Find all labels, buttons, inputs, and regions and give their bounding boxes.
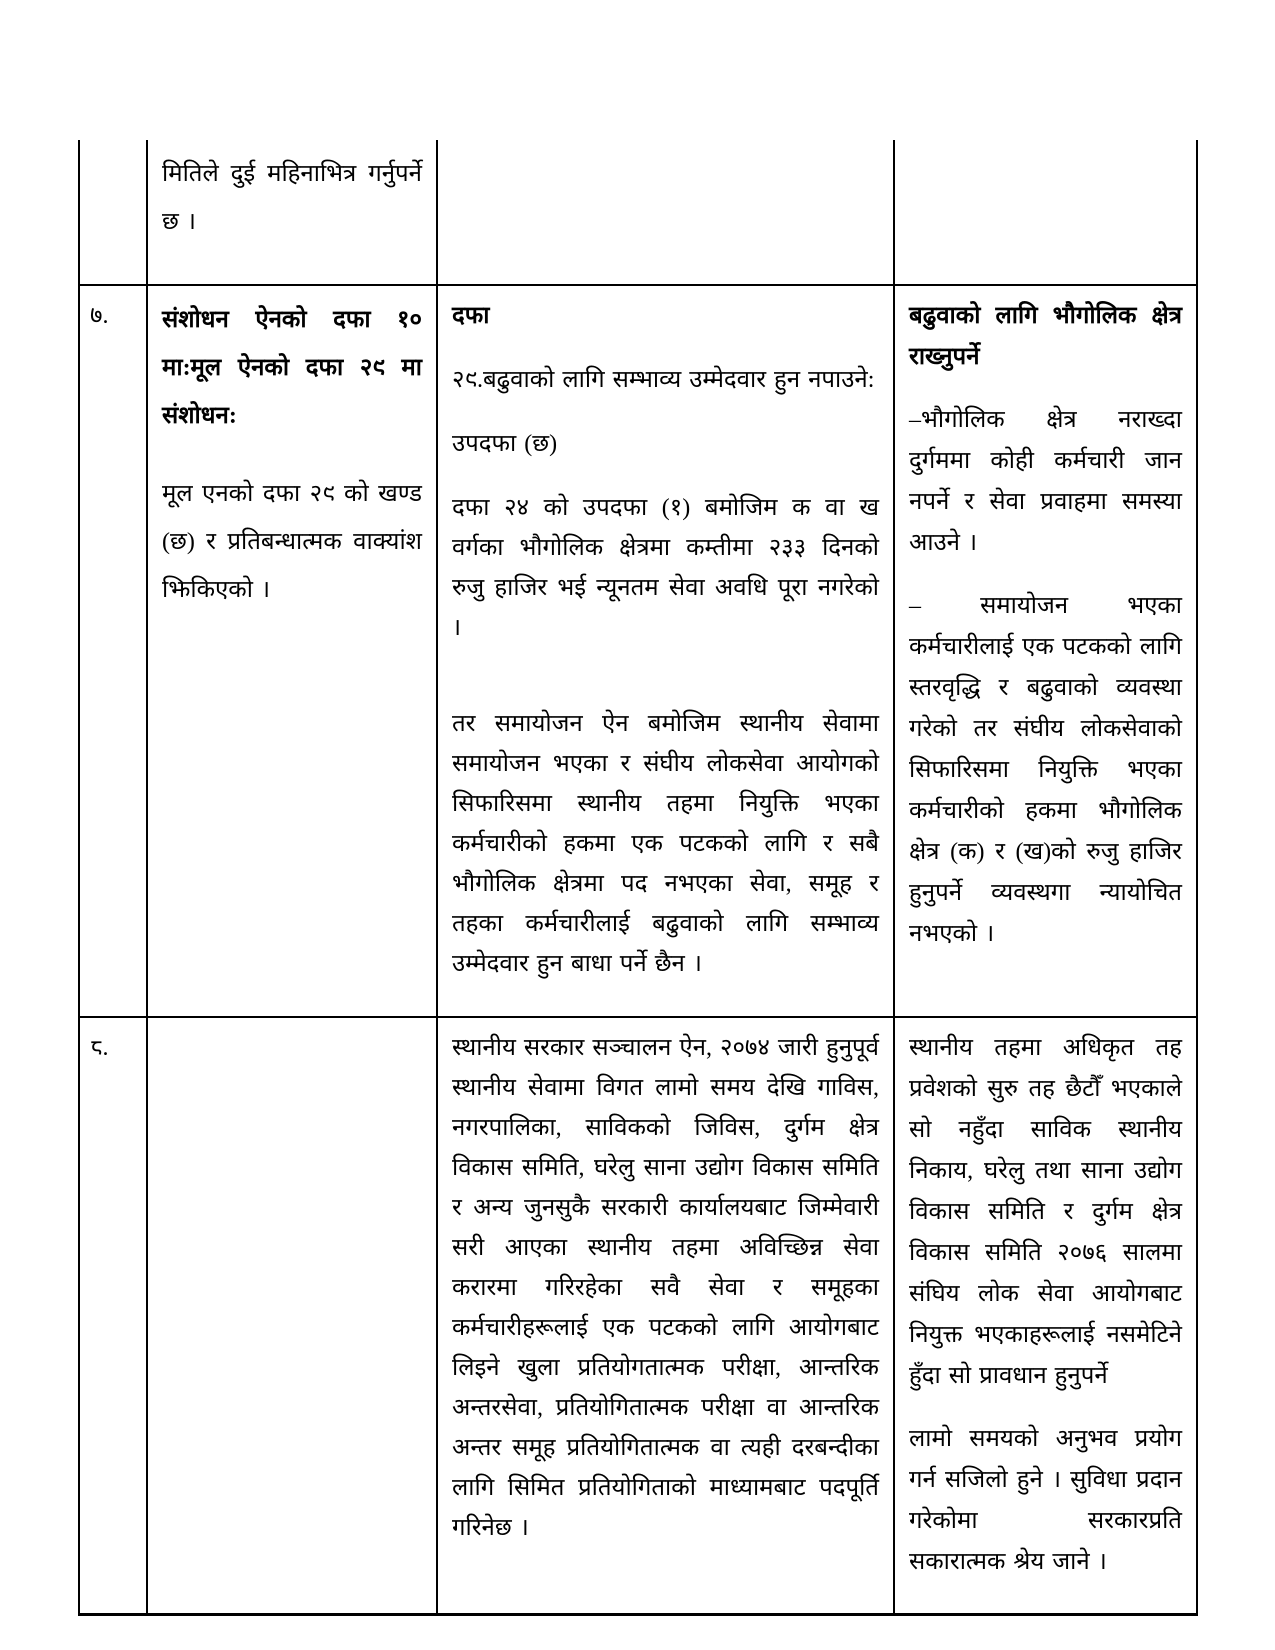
paragraph: तर समायोजन ऐन बमोजिम स्थानीय सेवामा समायोजन भएका र संघीय लोकसेवा आयोगको सिफारिसमा स्थानीय तहमा नियुक्ति भएका कर्मचारीको हकमा एक पटकको लागि र सबै भौगोलिक क्षेत्रमा पद नभएका सेवा, समूह र तहका कर्मचारीलाई बढुवाको लागि सम्भाव्य उम्मेदवार हुन बाधा पर्ने छैन । bbox=[452, 711, 879, 977]
remarks-cell bbox=[895, 140, 1198, 286]
paragraph: –भौगोलिक क्षेत्र नराख्दा दुर्गममा कोही कर्मचारी जान नपर्ने र सेवा प्रवाहमा समस्या आउने । bbox=[909, 407, 1182, 556]
remarks-cell bbox=[895, 1018, 1198, 1616]
row-number-cell bbox=[78, 1018, 148, 1616]
amendment-cell bbox=[148, 1018, 438, 1616]
row-number: ८. bbox=[90, 1035, 109, 1061]
paragraph: उपदफा (छ) bbox=[452, 431, 558, 457]
row-number-cell bbox=[78, 286, 148, 1018]
paragraph: २९.बढुवाको लागि सम्भाव्य उम्मेदवार हुन नपाउने: bbox=[452, 367, 875, 393]
comparison-table bbox=[78, 140, 1198, 1616]
row-number-cell bbox=[78, 140, 148, 286]
amendment-cell bbox=[148, 140, 438, 286]
paragraph: मूल एनको दफा २९ को खण्ड (छ) र प्रतिबन्धात्मक वाक्यांश झिकिएको । bbox=[162, 481, 422, 603]
paragraph: दफा bbox=[452, 303, 490, 329]
paragraph: लामो समयको अनुभव प्रयोग गर्न सजिलो हुने । सुविधा प्रदान गरेकोमा सरकारप्रति सकारात्मक श्रेय जाने । bbox=[909, 1426, 1182, 1575]
paragraph: मितिले दुई महिनाभित्र गर्नुपर्ने छ । bbox=[162, 161, 422, 235]
table-row-8 bbox=[78, 1018, 1198, 1616]
row-number: ७. bbox=[90, 303, 109, 329]
paragraph: – समायोजन भएका कर्मचारीलाई एक पटकको लागि स्तरवृद्धि र बढुवाको व्यवस्था गरेको तर संघीय लोकसेवाको सिफारिसमा नियुक्ति भएका कर्मचारीको हकमा भौगोलिक क्षेत्र (क) र (ख)को रुजु हाजिर हुनुपर्ने व्यवस्थगा न्यायोचित नभएको । bbox=[909, 593, 1182, 947]
section-text-cell bbox=[438, 1018, 895, 1616]
table-row-continued bbox=[78, 140, 1198, 286]
paragraph: स्थानीय तहमा अधिकृत तह प्रवेशको सुरु तह छैटौँ भएकाले सो नहुँदा साविक स्थानीय निकाय, घरेलु तथा साना उद्योग विकास समिति र दुर्गम क्षेत्र विकास समिति २०७६ सालमा संघिय लोक सेवा आयोगबाट नियुक्त भएकाहरूलाई नसमेटिने हुँदा सो प्रावधान हुनुपर्ने bbox=[909, 1035, 1182, 1389]
paragraph: दफा २४ को उपदफा (१) बमोजिम क वा ख वर्गका भौगोलिक क्षेत्रमा कम्तीमा २३३ दिनको रुजु हाजिर भई न्यूनतम सेवा अवधि पूरा नगरेको । bbox=[452, 495, 879, 641]
section-text-cell bbox=[438, 140, 895, 286]
paragraph: बढुवाको लागि भौगोलिक क्षेत्र राख्नुपर्ने bbox=[909, 303, 1182, 370]
paragraph: स्थानीय सरकार सञ्चालन ऐन, २०७४ जारी हुनुपूर्व स्थानीय सेवामा विगत लामो समय देखि गाविस, नगरपालिका, साविकको जिविस, दुर्गम क्षेत्र विकास समिति, घरेलु साना उद्योग विकास समिति र अन्य जुनसुकै सरकारी कार्यालयबाट जिम्मेवारी सरी आएका स्थानीय तहमा अविच्छिन्न सेवा करारमा गरिरहेका सवै सेवा र समूहका कर्मचारीहरूलाई एक पटकको लागि आयोगबाट लिइने खुला प्रतियोगतात्मक परीक्षा, आन्तरिक अन्तरसेवा, प्रतियोगितात्मक परीक्षा वा आन्तरिक अन्तर समूह प्रतियोगितात्मक वा त्यही दरबन्दीका लागि सिमित प्रतियोगिताको माध्यामबाट पदपूर्ति गरिनेछ । bbox=[452, 1035, 879, 1541]
amendment-cell bbox=[148, 286, 438, 1018]
paragraph: संशोधन ऐनको दफा १० मा:मूल ऐनको दफा २९ मा संशोधन: bbox=[162, 307, 422, 429]
table-row-7 bbox=[78, 286, 1198, 1018]
remarks-cell bbox=[895, 286, 1198, 1018]
section-text-cell bbox=[438, 286, 895, 1018]
